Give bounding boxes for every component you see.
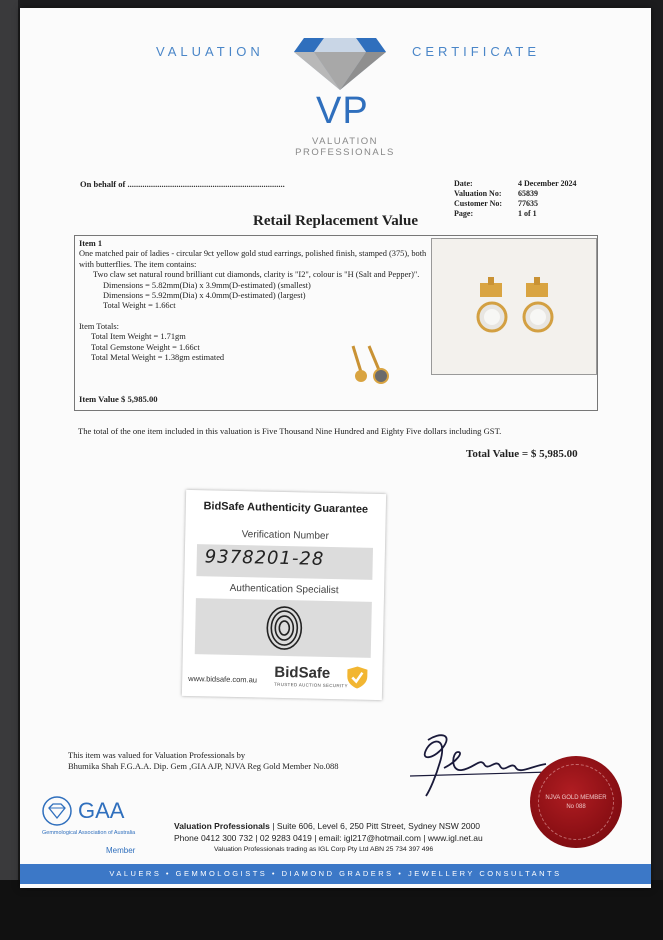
meta-key: Valuation No: — [454, 189, 502, 198]
bidsafe-card — [182, 490, 386, 700]
document-title: Retail Replacement Value — [253, 213, 418, 229]
seal-line-1: NJVA GOLD MEMBER — [545, 795, 607, 801]
valuer-line-2: Bhumika Shah F.G.A.A. Dip. Gem ,GIA AJP, NJVA Reg Gold Member No.088 — [68, 761, 339, 771]
meta-key: Customer No: — [454, 199, 503, 208]
certificate-page — [20, 8, 651, 888]
gaa-logo-text: GAA — [78, 798, 125, 823]
meta-key: Date: — [454, 179, 473, 188]
item-total-3: Total Metal Weight = 1.38gm estimated — [91, 353, 225, 363]
diamond-logo-icon — [290, 28, 390, 92]
item-weight: Total Weight = 1.66ct — [103, 301, 176, 311]
total-sentence: The total of the one item included in this valuation is Five Thousand Nine Hundred and Eighty Five dollars including GST. — [78, 426, 502, 436]
item-dim-1: Dimensions = 5.82mm(Dia) x 3.9mm(D-estimated) (smallest) — [103, 280, 311, 290]
meta-row — [454, 189, 577, 199]
footer-company: Valuation Professionals — [174, 821, 270, 831]
meta-value: 77635 — [518, 199, 538, 208]
verification-number: 9378201-28 — [204, 546, 325, 570]
vp-logo-subtitle — [280, 136, 410, 158]
footer-address: | Suite 606, Level 6, 250 Pitt Street, Sydney NSW 2000 — [269, 821, 480, 831]
meta-value: 65839 — [518, 189, 538, 198]
meta-value: 4 December 2024 — [518, 179, 577, 188]
item-heading: Item 1 — [79, 239, 103, 248]
header-valuation: VALUATION — [156, 44, 264, 59]
meta-row — [454, 199, 577, 209]
vp-sub-2: PROFESSIONALS — [295, 147, 395, 158]
gaa-diamond-icon — [42, 796, 72, 826]
earrings-side-photo — [339, 336, 403, 390]
item-totals-heading: Item Totals: — [79, 321, 119, 331]
gaa-subtitle: Gemmological Association of Australia — [42, 830, 136, 836]
header-certificate: CERTIFICATE — [412, 44, 541, 59]
meta-value: 1 of 1 — [518, 209, 537, 218]
bidsafe-tagline: TRUSTED AUCTION SECURITY — [274, 681, 348, 689]
on-behalf-line: On behalf of .......................................................................... — [80, 179, 285, 189]
seal-text — [530, 794, 622, 812]
backdrop-bottom — [0, 880, 663, 940]
meta-row — [454, 179, 577, 189]
backdrop-left — [0, 0, 18, 940]
total-value: Total Value = $ 5,985.00 — [466, 448, 578, 460]
meta-key: Page: — [454, 209, 474, 218]
services-bar: VALUERS • GEMMOLOGISTS • DIAMOND GRADERS • JEWELLERY CONSULTANTS — [20, 864, 651, 884]
seal-line-2: No 088 — [566, 804, 586, 810]
verification-label: Verification Number — [241, 529, 329, 542]
bidsafe-logo-text: BidSafe — [274, 663, 331, 682]
item-stones: Two claw set natural round brilliant cut diamonds, clarity is "I2", colour is "H (Salt and Pepper)". — [93, 270, 420, 280]
footer-contact-line: Phone 0412 300 732 | 02 9283 0419 | email: igl217@hotmail.com | www.igl.net.au — [174, 833, 483, 843]
item-dim-2: Dimensions = 5.92mm(Dia) x 4.0mm(D-estimated) (largest) — [103, 291, 306, 301]
shield-check-icon — [346, 665, 368, 689]
specialist-label: Authentication Specialist — [229, 582, 339, 597]
valuer-line-1: This item was valued for Valuation Professionals by — [68, 750, 246, 760]
njva-seal — [530, 756, 622, 848]
item-box — [74, 235, 598, 411]
footer-contact — [174, 820, 483, 856]
bidsafe-title: BidSafe Authenticity Guarantee — [203, 500, 369, 516]
item-total-2: Total Gemstone Weight = 1.66ct — [91, 342, 200, 352]
bidsafe-url: www.bidsafe.com.au — [188, 674, 258, 685]
item-value: Item Value $ 5,985.00 — [79, 394, 158, 404]
footer-address-line — [174, 820, 483, 832]
gaa-member-label: Member — [106, 846, 136, 855]
vp-logo-text: VP — [316, 90, 369, 132]
earrings-photo — [431, 238, 597, 375]
item-total-1: Total Item Weight = 1.71gm — [91, 332, 186, 342]
footer-trading: Valuation Professionals trading as IGL Corp Pty Ltd ABN 25 734 397 496 — [214, 846, 434, 853]
fingerprint-icon — [257, 599, 312, 656]
vp-sub-1: VALUATION — [312, 136, 378, 147]
valuer-statement — [68, 750, 338, 772]
item-desc: One matched pair of ladies - circular 9ct yellow gold stud earrings, polished finish, stamped (375), both with butterflies. The item contains: — [79, 249, 427, 269]
